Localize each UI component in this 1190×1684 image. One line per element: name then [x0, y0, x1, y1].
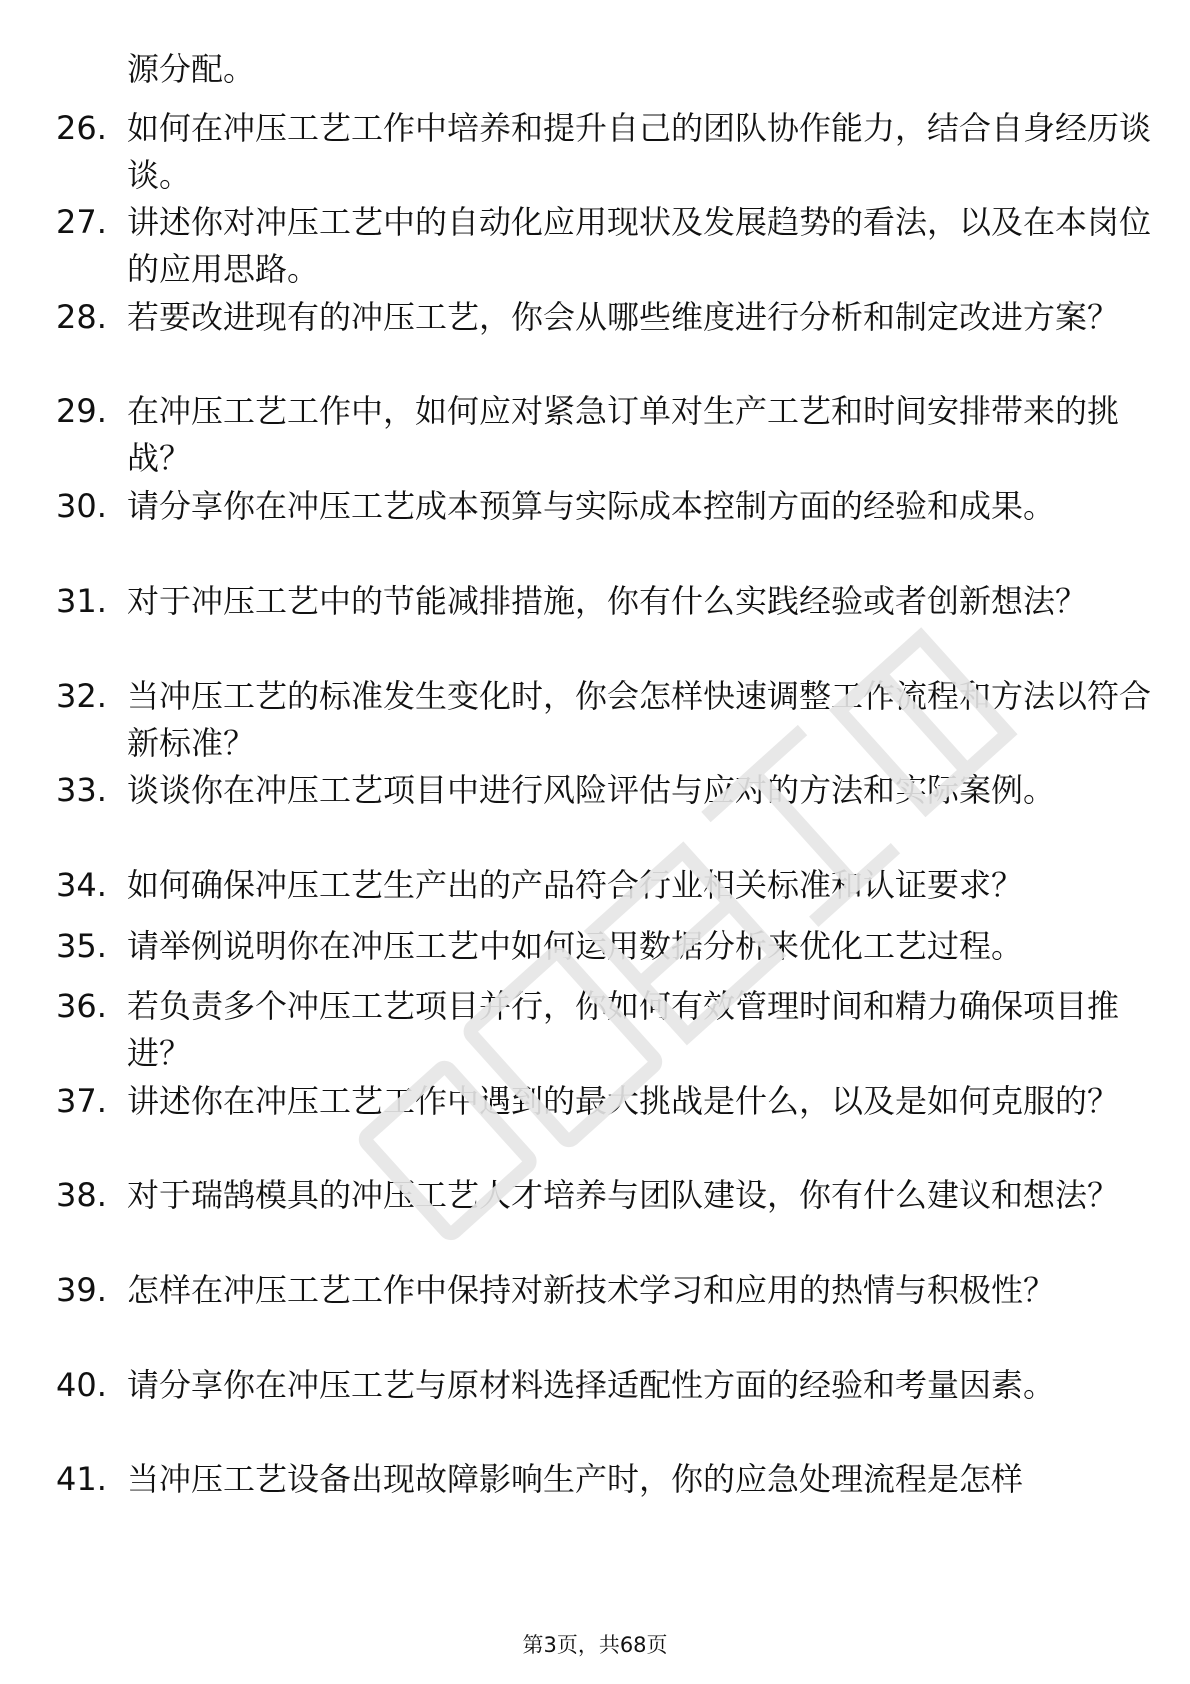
question-number: 35.	[56, 927, 107, 965]
continuation-text: 源分配。	[127, 50, 256, 88]
question-number: 29.	[56, 392, 107, 430]
question-number: 37.	[56, 1082, 107, 1120]
question-text: 如何确保冲压工艺生产出的产品符合行业相关标准和认证要求？	[127, 866, 1024, 904]
question-text: 当冲压工艺的标准发生变化时，你会怎样快速调整工作流程和方法以符合新标准？	[127, 677, 1152, 762]
question-number: 30.	[56, 487, 107, 525]
page-footer: 第3页，共68页	[522, 1633, 668, 1657]
question-number: 28.	[56, 298, 107, 336]
question-text: 请分享你在冲压工艺成本预算与实际成本控制方面的经验和成果。	[127, 487, 1056, 525]
question-number: 27.	[56, 203, 107, 241]
question-text: 若负责多个冲压工艺项目并行，你如何有效管理时间和精力确保项目推进？	[127, 987, 1120, 1072]
question-number: 40.	[56, 1366, 107, 1404]
question-text: 怎样在冲压工艺工作中保持对新技术学习和应用的热情与积极性？	[127, 1271, 1056, 1309]
question-number: 34.	[56, 866, 107, 904]
question-number: 26.	[56, 109, 107, 147]
question-number: 33.	[56, 771, 107, 809]
question-text: 若要改进现有的冲压工艺，你会从哪些维度进行分析和制定改进方案？	[127, 298, 1120, 336]
question-number: 39.	[56, 1271, 107, 1309]
question-number: 31.	[56, 582, 107, 620]
question-text: 对于冲压工艺中的节能减排措施，你有什么实践经验或者创新想法？	[127, 582, 1088, 620]
question-text: 当冲压工艺设备出现故障影响生产时，你的应急处理流程是怎样	[127, 1460, 1024, 1498]
question-text: 如何在冲压工艺工作中培养和提升自己的团队协作能力，结合自身经历谈谈。	[127, 109, 1152, 194]
question-number: 32.	[56, 677, 107, 715]
question-number: 36.	[56, 987, 107, 1025]
question-text: 请分享你在冲压工艺与原材料选择适配性方面的经验和考量因素。	[127, 1366, 1056, 1404]
question-text: 对于瑞鹄模具的冲压工艺人才培养与团队建设，你有什么建议和想法？	[127, 1176, 1120, 1214]
question-text: 在冲压工艺工作中，如何应对紧急订单对生产工艺和时间安排带来的挑战？	[127, 392, 1120, 477]
question-text: 讲述你在冲压工艺工作中遇到的最大挑战是什么，以及是如何克服的？	[127, 1082, 1120, 1120]
question-text: 谈谈你在冲压工艺项目中进行风险评估与应对的方法和实际案例。	[127, 771, 1056, 809]
question-text: 请举例说明你在冲压工艺中如何运用数据分析来优化工艺过程。	[127, 927, 1024, 965]
question-number: 41.	[56, 1460, 107, 1498]
question-text: 讲述你对冲压工艺中的自动化应用现状及发展趋势的看法，以及在本岗位的应用思路。	[127, 203, 1152, 288]
question-number: 38.	[56, 1176, 107, 1214]
